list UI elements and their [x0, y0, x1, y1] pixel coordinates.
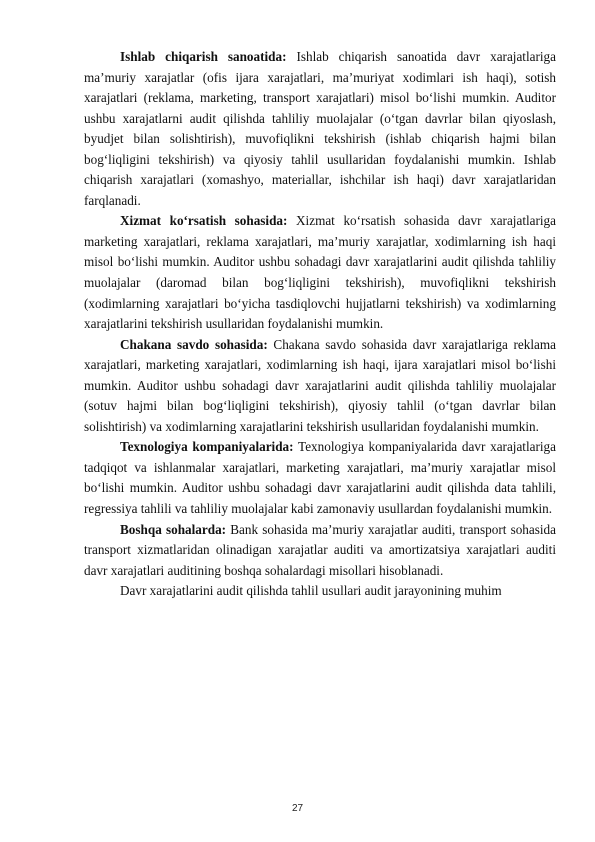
- paragraph-heading: Xizmat ko‘rsatish sohasida:: [120, 213, 288, 229]
- paragraph-heading: Chakana savdo sohasida:: [120, 336, 268, 352]
- paragraph-text: Ishlab chiqarish sanoatida davr xarajatlariga ma’muriy xarajatlar (ofis ijara xarajatlari, ma’muriyat xodimlari ish haqi), sotish xarajatlari (reklama, marketing, transport xarajatlari) misol bo‘lishi mumkin. Auditor ushbu xarajatlarni audit qilishda tahliliy muolajalar (o‘tgan davrlar bilan qiyoslash, byudjet bilan solishtirish), muvofiqlikni tekshirish (ishlab chiqarish hajmi bilan bog‘liqligini tekshirish) va qiyosiy tahlil usullaridan foydalanishi mumkin. Ishlab chiqarish xarajatlari (xomashyo, materiallar, ishchilar ish haqi) davr xarajatlaridan farqlanadi.: [84, 49, 556, 208]
- paragraph-heading: Boshqa sohalarda:: [120, 521, 227, 537]
- document-body: [84, 47, 556, 602]
- paragraph-heading: Texnologiya kompaniyalarida:: [120, 439, 294, 455]
- paragraph-heading: Ishlab chiqarish sanoatida:: [120, 49, 287, 64]
- paragraph-text: Bank sohasida ma’muriy xarajatlar auditi, transport sohasida transport xizmatlaridan olinadigan xarajatlar auditi va amortizatsiya xarajatlari auditi davr xarajatlari auditining boshqa sohalardagi misollari hisoblanadi.: [84, 521, 556, 578]
- paragraph-technology: [84, 437, 556, 519]
- paragraph-closing: [84, 581, 556, 602]
- page-number: 27: [291, 803, 304, 814]
- paragraph-text: Xizmat ko‘rsatish sohasida davr xarajatlariga marketing xarajatlari, reklama xarajatlari, ma’muriy xarajatlar, xodimlarning ish haqi misol bo‘lishi mumkin. Auditor ushbu sohadagi davr xarajatlarini audit qilishda tahliliy muolajalar (daromad bilan bog‘liqligini tekshirish), muvofiqlikni tekshirish (xodimlarning xarajatlari bo‘yicha tasdiqlovchi hujjatlarni tekshirish) va xodimlarning xarajatlarini tekshirish usullaridan foydalanishi mumkin.: [84, 213, 557, 332]
- paragraph-text: Texnologiya kompaniyalarida davr xarajatlariga tadqiqot va ishlanmalar xarajatlari, marketing xarajatlari, ma’muriy xarajatlar misol bo‘lishi mumkin. Auditor ushbu sohadagi davr xarajatlarini audit qilishda data tahlili, regressiya tahlili va tahliliy muolajalar kabi zamonaviy usullardan foydalanishi mumkin.: [84, 439, 556, 517]
- paragraph-manufacturing: [84, 47, 556, 211]
- paragraph-text: Chakana savdo sohasida davr xarajatlariga reklama xarajatlari, marketing xarajatlari, xodimlarning ish haqi, ijara xarajatlari misol bo‘lishi mumkin. Auditor ushbu sohadagi davr xarajatlarini audit qilishda tahliliy muolajalar (sotuv hajmi bilan bog‘liqligini tekshirish), qiyosiy tahlil (o‘tgan davrlar bilan solishtirish) va xodimlarning xarajatlarini tekshirish usullaridan foydalanishi mumkin.: [84, 336, 556, 434]
- paragraph-retail: [84, 335, 556, 438]
- paragraph-other-sectors: [84, 520, 556, 582]
- paragraph-text: Davr xarajatlarini audit qilishda tahlil usullari audit jarayonining muhim: [120, 583, 502, 599]
- paragraph-services: [84, 211, 556, 334]
